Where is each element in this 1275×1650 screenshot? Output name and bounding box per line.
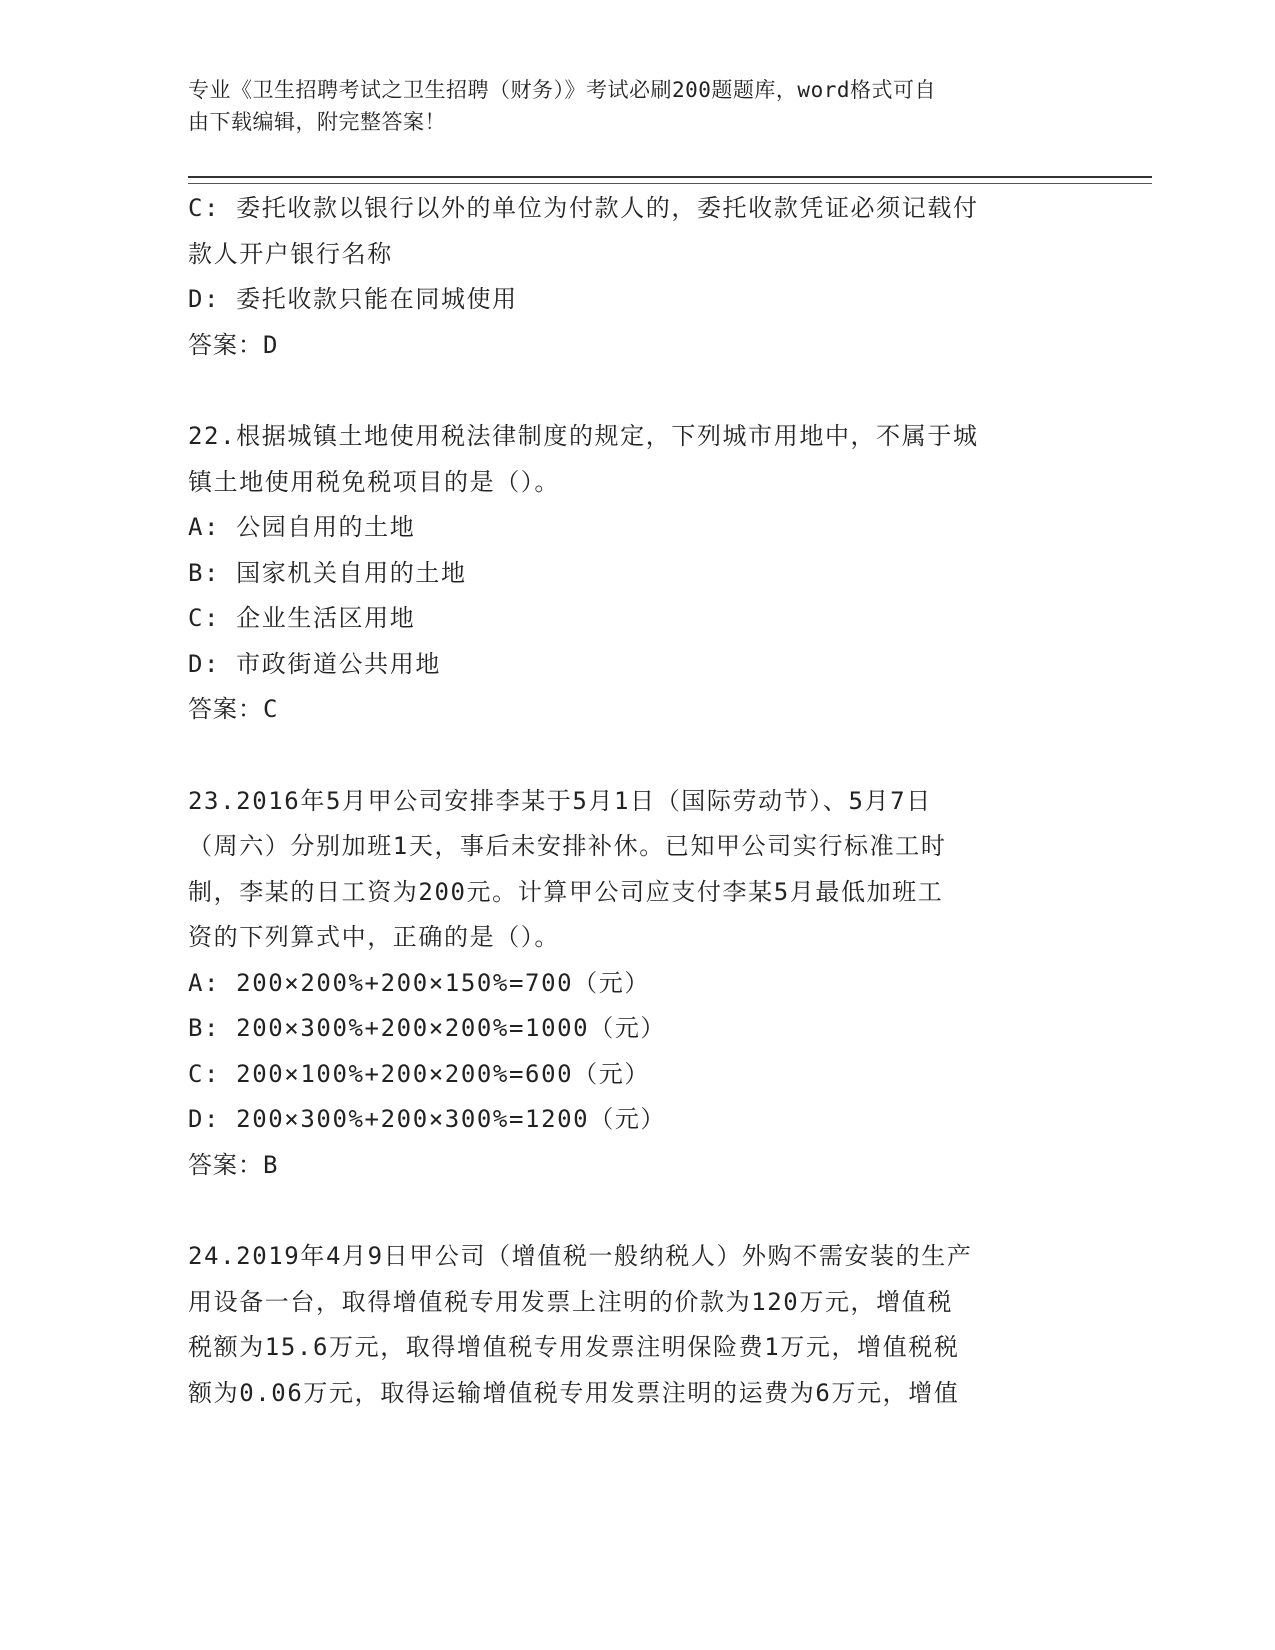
question-text-line-4: 资的下列算式中，正确的是（）。 bbox=[188, 923, 560, 951]
question-text-line-4: 额为0.06万元，取得运输增值税专用发票注明的运费为6万元，增值 bbox=[188, 1378, 960, 1407]
answer: 答案：D bbox=[188, 330, 279, 359]
spacer bbox=[188, 733, 1088, 779]
option-c-line-1: C: 委托收款以银行以外的单位为付款人的，委托收款凭证必须记载付 bbox=[188, 194, 979, 222]
question-22 bbox=[188, 414, 1088, 733]
option-a: A: 200×200%+200×150%=700（元） bbox=[188, 968, 650, 997]
question-text-line-2: （周六）分别加班1天，事后未安排补休。已知甲公司实行标准工时 bbox=[188, 832, 947, 860]
answer: 答案：C bbox=[188, 695, 279, 723]
option-d: D: 200×300%+200×300%=1200（元） bbox=[188, 1105, 667, 1133]
option-d: D: 委托收款只能在同城使用 bbox=[188, 285, 518, 313]
document-header bbox=[188, 74, 1068, 138]
question-24 bbox=[188, 1234, 1088, 1416]
question-text-line-1: 22.根据城镇土地使用税法律制度的规定，下列城市用地中，不属于城 bbox=[188, 422, 979, 450]
question-21-continuation bbox=[188, 186, 1088, 368]
option-b: B: 国家机关自用的土地 bbox=[188, 558, 467, 587]
header-title-line-2: 由下载编辑，附完整答案！ bbox=[188, 110, 446, 134]
header-divider-thin bbox=[188, 183, 1152, 184]
header-divider-thick bbox=[188, 176, 1152, 178]
question-text-line-3: 制，李某的日工资为200元。计算甲公司应支付李某5月最低加班工 bbox=[188, 877, 944, 906]
question-text-line-2: 镇土地使用税免税项目的是（）。 bbox=[188, 467, 560, 496]
spacer bbox=[188, 1188, 1088, 1234]
header-title-line-1: 专业《卫生招聘考试之卫生招聘（财务）》考试必刷200题题库，word格式可自 bbox=[188, 78, 936, 102]
question-text-line-3: 税额为15.6万元，取得增值税专用发票注明保险费1万元，增值税税 bbox=[188, 1333, 960, 1361]
question-text-line-1: 23.2016年5月甲公司安排李某于5月1日（国际劳动节）、5月7日 bbox=[188, 786, 932, 815]
document-body bbox=[188, 186, 1088, 1416]
spacer bbox=[188, 368, 1088, 414]
option-d: D: 市政街道公共用地 bbox=[188, 649, 441, 678]
option-c-line-2: 款人开户银行名称 bbox=[188, 239, 393, 268]
option-c: C: 200×100%+200×200%=600（元） bbox=[188, 1059, 650, 1088]
question-text-line-1: 24.2019年4月9日甲公司（增值税一般纳税人）外购不需安装的生产 bbox=[188, 1242, 973, 1270]
option-b: B: 200×300%+200×200%=1000（元） bbox=[188, 1014, 667, 1042]
option-a: A: 公园自用的土地 bbox=[188, 513, 416, 541]
question-23 bbox=[188, 779, 1088, 1189]
question-text-line-2: 用设备一台，取得增值税专用发票上注明的价款为120万元，增值税 bbox=[188, 1287, 953, 1316]
option-c: C: 企业生活区用地 bbox=[188, 604, 416, 632]
answer: 答案：B bbox=[188, 1150, 279, 1179]
